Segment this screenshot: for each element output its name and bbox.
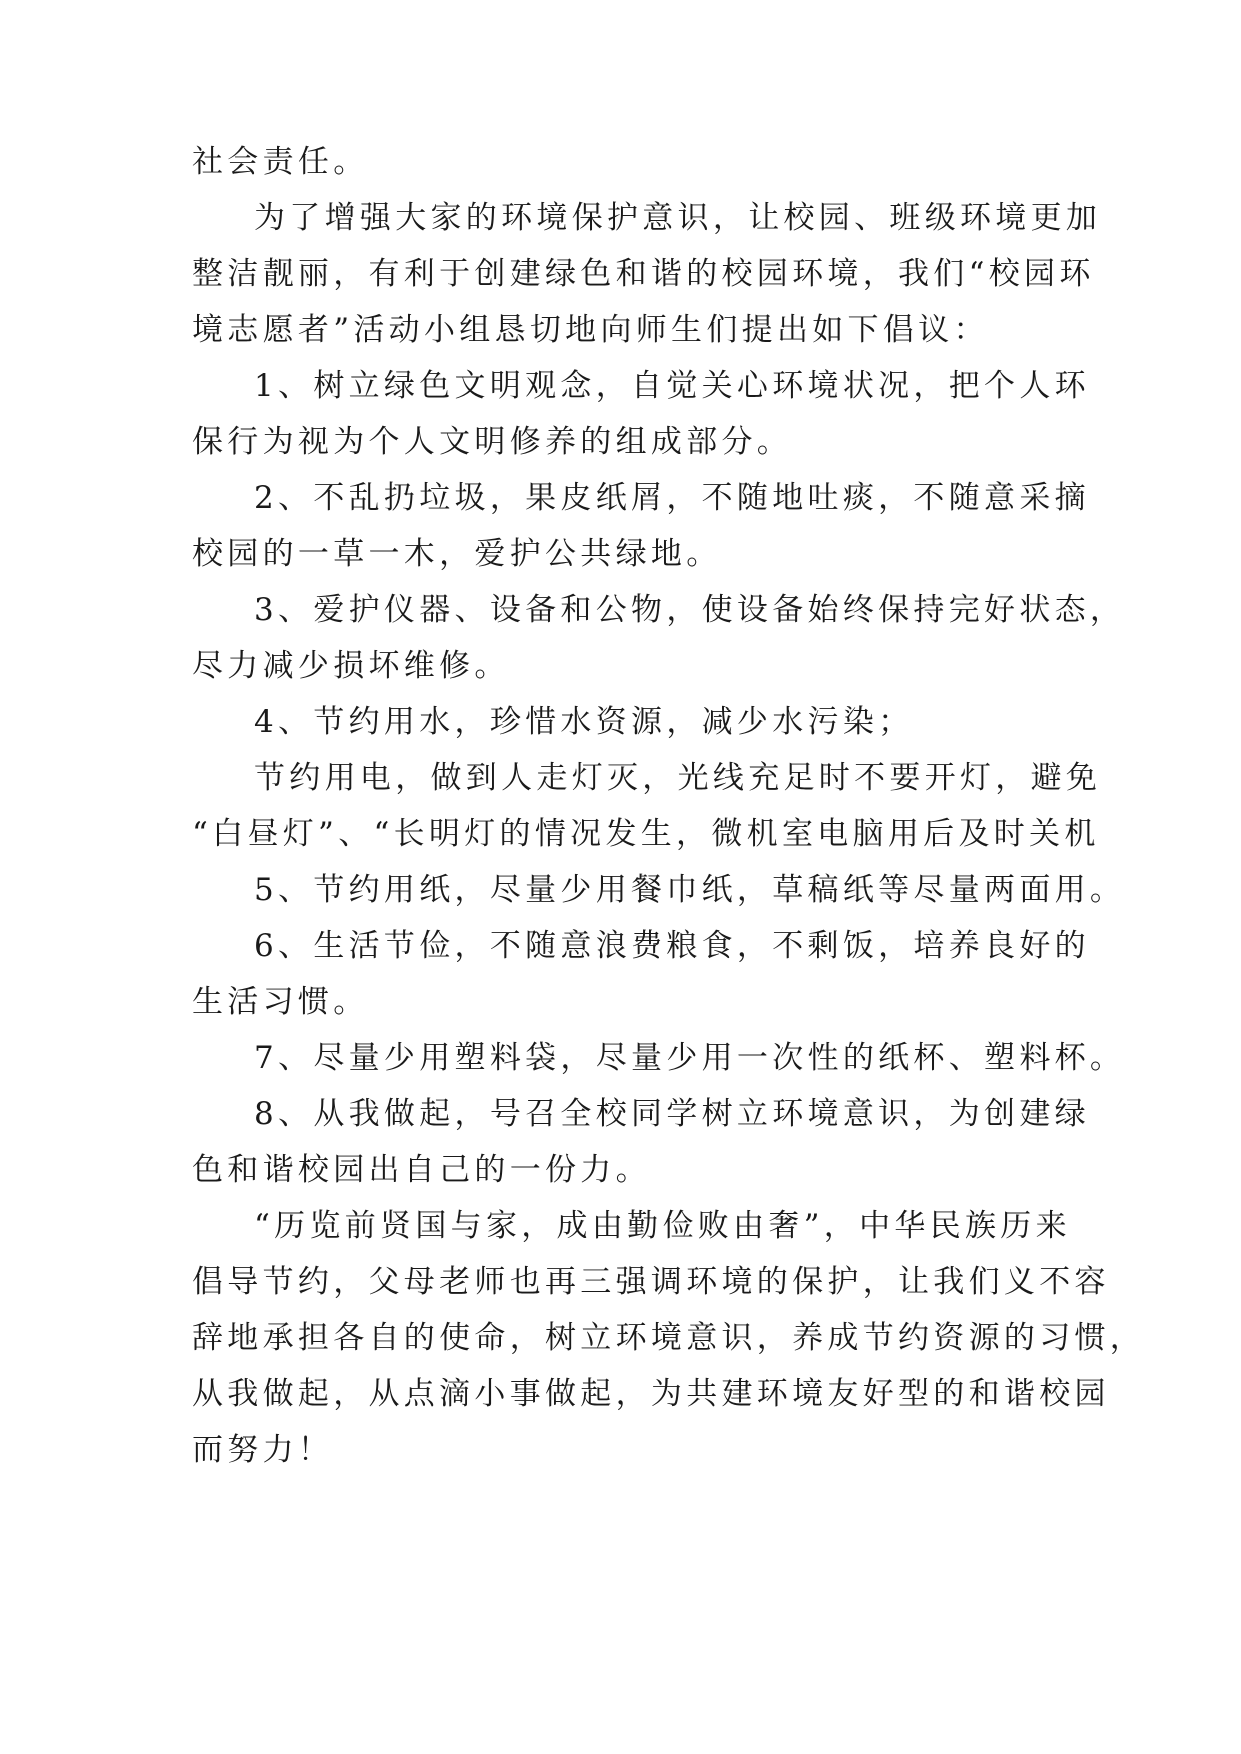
- text-line: 社会责任。: [192, 144, 369, 180]
- text-line: 色和谐校园出自己的一份力。: [192, 1152, 651, 1188]
- text-line: 3、爱护仪器、设备和公物，使设备始终保持完好状态，: [254, 592, 1126, 628]
- text-line: “历览前贤国与家，成由勤俭败由奢”，中华民族历来: [254, 1208, 1071, 1244]
- text-line: 尽力减少损坏维修。: [192, 648, 510, 684]
- text-line: 生活习惯。: [192, 984, 369, 1020]
- text-line: 7、尽量少用塑料袋，尽量少用一次性的纸杯、塑料杯。: [254, 1040, 1126, 1076]
- text-line: 倡导节约，父母老师也再三强调环境的保护，让我们义不容: [192, 1264, 1110, 1300]
- text-line: 4、节约用水，珍惜水资源，减少水污染；: [254, 704, 914, 740]
- text-line: 8、从我做起，号召全校同学树立环境意识，为创建绿: [254, 1096, 1090, 1132]
- text-line: 节约用电，做到人走灯灭，光线充足时不要开灯，避免: [254, 760, 1102, 796]
- text-line: 为了增强大家的环境保护意识，让校园、班级环境更加: [254, 200, 1102, 236]
- text-line: 5、节约用纸，尽量少用餐巾纸，草稿纸等尽量两面用。: [254, 872, 1126, 908]
- text-line: 保行为视为个人文明修养的组成部分。: [192, 424, 793, 460]
- text-line: 而努力！: [192, 1432, 334, 1468]
- text-line: 校园的一草一木，爱护公共绿地。: [192, 536, 722, 572]
- text-line: 辞地承担各自的使命，树立环境意识，养成节约资源的习惯，: [192, 1320, 1146, 1356]
- text-line: 境志愿者”活动小组恳切地向师生们提出如下倡议：: [192, 312, 989, 348]
- text-line: 2、不乱扔垃圾，果皮纸屑，不随地吐痰，不随意采摘: [254, 480, 1090, 516]
- text-line: 整洁靓丽，有利于创建绿色和谐的校园环境，我们“校园环: [192, 256, 1095, 292]
- text-line: 从我做起，从点滴小事做起，为共建环境友好型的和谐校园: [192, 1376, 1110, 1412]
- text-line: 6、生活节俭，不随意浪费粮食，不剩饭，培养良好的: [254, 928, 1090, 964]
- text-line: 1、树立绿色文明观念，自觉关心环境状况，把个人环: [254, 368, 1090, 404]
- text-line: “白昼灯”、“长明灯的情况发生，微机室电脑用后及时关机: [192, 816, 1100, 852]
